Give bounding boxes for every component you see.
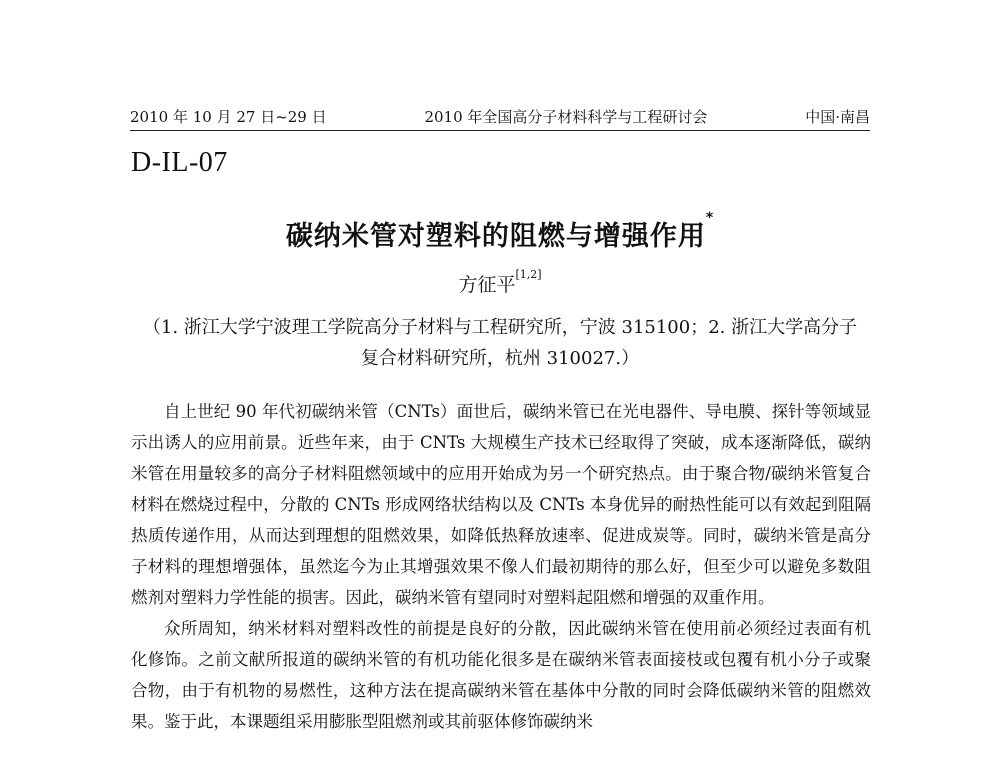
paper-id: D-IL-07	[131, 147, 228, 178]
affiliation: （1. 浙江大学宁波理工学院高分子材料与工程研究所，宁波 315100；2. 浙江大学高分子复合材料研究所，杭州 310027.）	[142, 317, 858, 369]
paper-title	[0, 210, 1000, 253]
author-affiliation-ref: [1,2]	[515, 268, 542, 281]
author-line	[0, 270, 1000, 297]
author-name: 方征平	[458, 274, 516, 296]
title-footnote-mark: *	[705, 210, 715, 226]
paper-title-text: 碳纳米管对塑料的阻燃与增强作用	[285, 221, 706, 252]
body-text	[131, 396, 871, 737]
paragraph: 自上世纪 90 年代初碳纳米管（CNTs）面世后，碳纳米管已在光电器件、导电膜、探针等领域显示出诱人的应用前景。近些年来，由于 CNTs 大规模生产技术已经取得了突破，成本逐渐降低，碳纳米管在用量较多的高分子材料阻燃领域中的应用开始成为另一个研究热点。由于聚合物/碳纳米管复合材料在燃烧过程中，分散的 CNTs 形成网络状结构以及 CNTs 本身优异的耐热性能可以有效起到阻隔热质传递作用，从而达到理想的阻燃效果，如降低热释放速率、促进成炭等。同时，碳纳米管是高分子材料的理想增强体，虽然迄今为止其增强效果不像人们最初期待的那么好，但至少可以避免多数阻燃剂对塑料力学性能的损害。因此，碳纳米管有望同时对塑料起阻燃和增强的双重作用。	[131, 402, 871, 607]
header-location: 中国·南昌	[805, 108, 870, 126]
header-date: 2010 年 10 月 27 日~29 日	[130, 108, 327, 126]
header-conference: 2010 年全国高分子材料科学与工程研讨会	[424, 108, 708, 126]
paragraph: 众所周知，纳米材料对塑料改性的前提是良好的分散，因此碳纳米管在使用前必须经过表面有机化修饰。之前文献所报道的碳纳米管的有机功能化很多是在碳纳米管表面接枝或包覆有机小分子或聚合物，由于有机物的易燃性，这种方法在提高碳纳米管在基体中分散的同时会降低碳纳米管的阻燃效果。鉴于此，本课题组采用膨胀型阻燃剂或其前驱体修饰碳纳米	[131, 619, 871, 731]
running-header	[130, 101, 870, 131]
